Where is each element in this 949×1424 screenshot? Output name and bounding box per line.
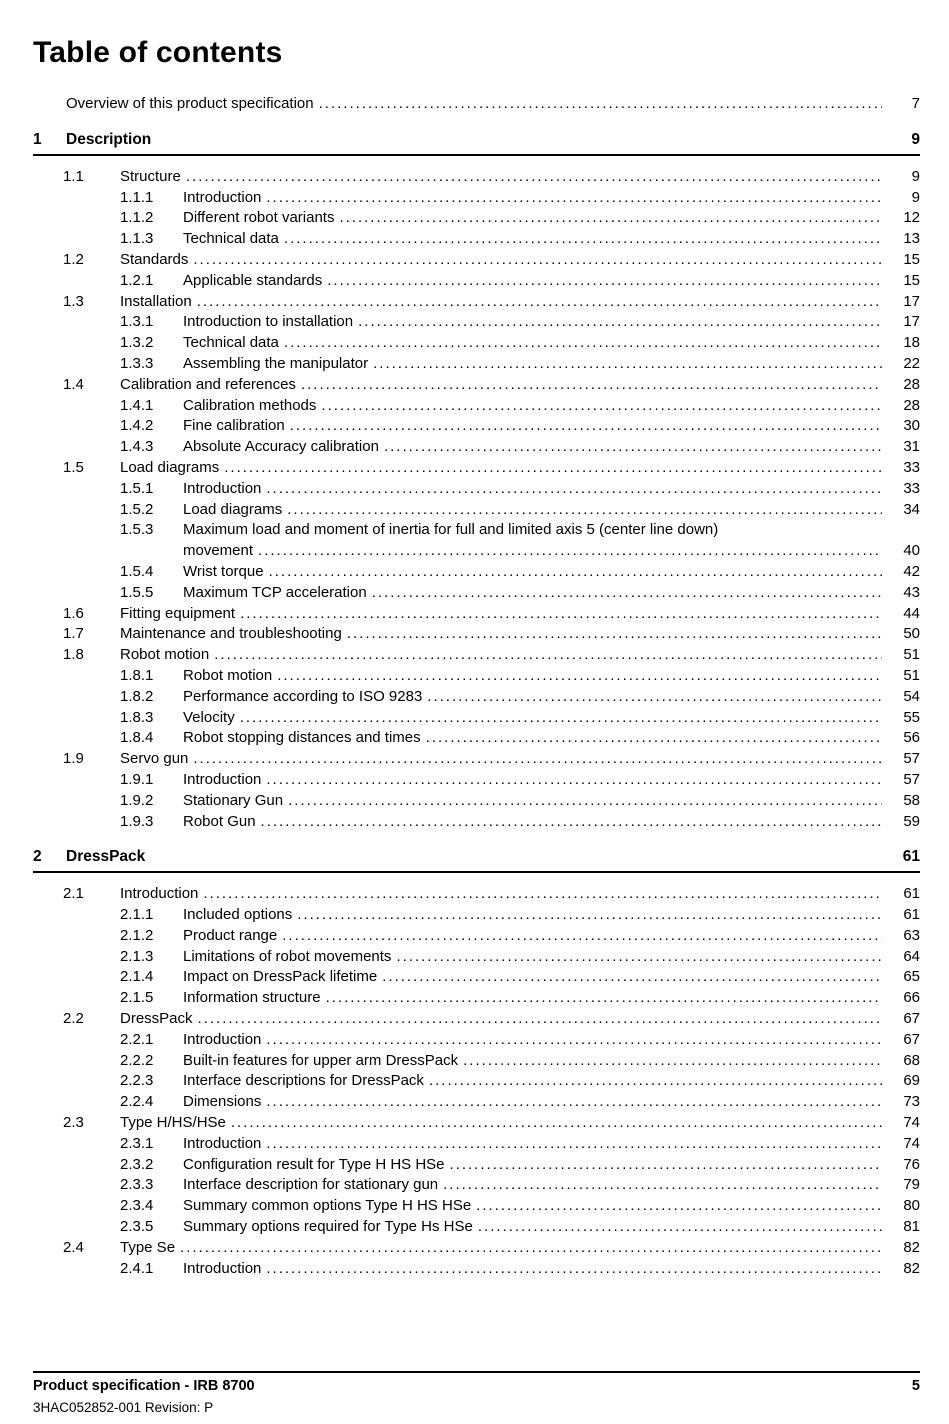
toc-entry-number: 2.3.1 bbox=[120, 1134, 154, 1152]
toc-entry-number: 1.5.4 bbox=[120, 562, 154, 580]
toc-entry[interactable] bbox=[33, 271, 920, 292]
toc-entry-label: Wrist torque bbox=[183, 562, 264, 580]
toc-entry[interactable] bbox=[33, 312, 920, 333]
toc-entry-number: 1.9.1 bbox=[120, 770, 154, 788]
toc-entry[interactable] bbox=[33, 1051, 920, 1072]
dot-leader bbox=[290, 416, 882, 437]
dot-leader bbox=[266, 1134, 882, 1155]
toc-entry[interactable] bbox=[33, 905, 920, 926]
dot-leader bbox=[301, 375, 882, 396]
toc-entry[interactable] bbox=[33, 947, 920, 968]
toc-entry[interactable] bbox=[33, 416, 920, 437]
dot-leader bbox=[198, 1009, 882, 1030]
toc-entry-number: 1.5.5 bbox=[120, 583, 154, 601]
toc-entry-number: 1.5.2 bbox=[120, 500, 154, 518]
dot-leader bbox=[266, 770, 882, 791]
toc-entry-page: 68 bbox=[903, 1051, 920, 1069]
chapter-section bbox=[33, 847, 920, 1279]
dot-leader bbox=[266, 1030, 882, 1051]
toc-entry-page: 12 bbox=[903, 209, 920, 227]
toc-entry-label: Servo gun bbox=[120, 750, 189, 768]
toc-entry[interactable] bbox=[33, 1030, 920, 1051]
toc-entry-page: 17 bbox=[903, 292, 920, 310]
toc-entry-page: 66 bbox=[903, 989, 920, 1007]
toc-entry-label: Assembling the manipulator bbox=[183, 354, 369, 372]
dot-leader bbox=[269, 562, 882, 583]
toc-entry-page: 55 bbox=[903, 708, 920, 726]
dot-leader bbox=[443, 1175, 882, 1196]
toc-entry-label: Type H/HS/HSe bbox=[120, 1114, 226, 1132]
toc-entry-page: 57 bbox=[903, 770, 920, 788]
toc-entry-label: Configuration result for Type H HS HSe bbox=[183, 1155, 445, 1173]
toc-entry-label: Robot Gun bbox=[183, 812, 256, 830]
toc-entry-page: 63 bbox=[903, 926, 920, 944]
toc-entry[interactable] bbox=[33, 666, 920, 687]
chapter-section bbox=[33, 130, 920, 833]
chapter-number: 1 bbox=[33, 130, 42, 148]
toc-entry-page: 64 bbox=[903, 947, 920, 965]
toc-entry-page: 28 bbox=[903, 375, 920, 393]
toc-entry-label: Summary common options Type H HS HSe bbox=[183, 1197, 472, 1215]
toc-entry-number: 1.7 bbox=[63, 625, 84, 643]
toc-entry-label: Summary options required for Type Hs HSe bbox=[183, 1218, 473, 1236]
dot-leader bbox=[282, 926, 882, 947]
dot-leader bbox=[284, 333, 882, 354]
toc-entry-label: DressPack bbox=[120, 1010, 193, 1028]
toc-entry-number: 1.2.1 bbox=[120, 271, 154, 289]
toc-entry-number: 1.3.2 bbox=[120, 334, 154, 352]
toc-entry-number: 2.4 bbox=[63, 1238, 84, 1256]
toc-entry-page: 15 bbox=[903, 250, 920, 268]
toc-entry-label: Calibration and references bbox=[120, 375, 296, 393]
toc-entry-number: 1.1.1 bbox=[120, 188, 154, 206]
toc-entry-number: 2.2.1 bbox=[120, 1030, 154, 1048]
dot-leader bbox=[327, 271, 882, 292]
toc-entry-label: movement bbox=[183, 542, 254, 560]
toc-entry[interactable] bbox=[33, 926, 920, 947]
toc-entry-number: 1.4.3 bbox=[120, 438, 154, 456]
toc-entry[interactable] bbox=[33, 708, 920, 729]
toc-entry[interactable] bbox=[33, 1217, 920, 1238]
toc-entry-page: 65 bbox=[903, 968, 920, 986]
dot-leader bbox=[373, 354, 882, 375]
dot-leader bbox=[450, 1155, 882, 1176]
toc-entry-page: 82 bbox=[903, 1238, 920, 1256]
toc-entry[interactable] bbox=[33, 479, 920, 500]
toc-entry-page: 76 bbox=[903, 1155, 920, 1173]
toc-entry[interactable] bbox=[33, 1259, 920, 1280]
footer-page-number: 5 bbox=[911, 1378, 920, 1394]
toc-entry-number: 2.3.3 bbox=[120, 1176, 154, 1194]
toc-entry-page: 73 bbox=[903, 1093, 920, 1111]
dot-leader bbox=[319, 94, 882, 115]
toc-entry-label: Fine calibration bbox=[183, 417, 285, 435]
toc-entry-number: 1.9 bbox=[63, 750, 84, 768]
dot-leader bbox=[266, 1092, 882, 1113]
toc-entry-number: 2.4.1 bbox=[120, 1259, 154, 1277]
toc-entry-page: 67 bbox=[903, 1030, 920, 1048]
toc-entry[interactable] bbox=[33, 1092, 920, 1113]
toc-entry-label: Performance according to ISO 9283 bbox=[183, 687, 423, 705]
toc-entry-page: 9 bbox=[911, 167, 920, 185]
dot-leader bbox=[203, 884, 882, 905]
dot-leader bbox=[288, 791, 882, 812]
dot-leader bbox=[240, 604, 882, 625]
toc-entry[interactable] bbox=[33, 1134, 920, 1155]
toc-entry-number: 2.3 bbox=[63, 1114, 84, 1132]
toc-entry-page: 44 bbox=[903, 604, 920, 622]
toc-entry-label: Calibration methods bbox=[183, 396, 317, 414]
toc-entry-label: Load diagrams bbox=[183, 500, 283, 518]
toc-entry-label: Included options bbox=[183, 906, 293, 924]
page-footer bbox=[33, 1371, 920, 1416]
toc-entry-page: 74 bbox=[903, 1114, 920, 1132]
toc-entry-label: Fitting equipment bbox=[120, 604, 236, 622]
toc-entry-label: Load diagrams bbox=[120, 458, 220, 476]
toc-entry-label: Dimensions bbox=[183, 1093, 262, 1111]
toc-entry[interactable] bbox=[33, 167, 920, 188]
toc-entry-overview[interactable] bbox=[66, 94, 920, 115]
toc-entry-number: 2.1.4 bbox=[120, 968, 154, 986]
chapter-entries bbox=[33, 167, 920, 833]
toc-entry-label: Introduction to installation bbox=[183, 313, 354, 331]
toc-entry-label: Technical data bbox=[183, 334, 279, 352]
toc-entry[interactable] bbox=[33, 1155, 920, 1176]
toc-entry-number: 2.3.2 bbox=[120, 1155, 154, 1173]
toc-entry-number: 1.4.1 bbox=[120, 396, 154, 414]
chapter-number: 2 bbox=[33, 848, 42, 866]
dot-leader bbox=[347, 624, 882, 645]
dot-leader bbox=[287, 500, 882, 521]
toc-entry-number: 1.8 bbox=[63, 646, 84, 664]
toc-entry-label: Robot stopping distances and times bbox=[183, 729, 421, 747]
toc-entry-page: 18 bbox=[903, 334, 920, 352]
toc-entry[interactable] bbox=[33, 1175, 920, 1196]
dot-leader bbox=[426, 728, 882, 749]
toc-entry[interactable] bbox=[33, 812, 920, 833]
toc-entry-number: 1.8.2 bbox=[120, 687, 154, 705]
toc-entry-page: 79 bbox=[903, 1176, 920, 1194]
footer-title-row bbox=[33, 1377, 920, 1395]
toc-entry-number: 1.1 bbox=[63, 167, 84, 185]
toc-entry-number: 2.1 bbox=[63, 885, 84, 903]
toc-entry[interactable] bbox=[33, 500, 920, 521]
dot-leader bbox=[463, 1051, 882, 1072]
dot-leader bbox=[321, 396, 882, 417]
toc-entry-page: 30 bbox=[903, 417, 920, 435]
dot-leader bbox=[193, 749, 882, 770]
toc-entry-page: 28 bbox=[903, 396, 920, 414]
toc-entry-page: 67 bbox=[903, 1010, 920, 1028]
toc-entry[interactable] bbox=[33, 458, 920, 479]
toc-entry-number: 2.2.3 bbox=[120, 1072, 154, 1090]
toc-entry[interactable] bbox=[33, 375, 920, 396]
dot-leader bbox=[277, 666, 882, 687]
dot-leader bbox=[266, 188, 882, 209]
toc-page bbox=[0, 36, 949, 1415]
toc-entry-page: 34 bbox=[903, 500, 920, 518]
toc-entry-page: 31 bbox=[903, 438, 920, 456]
toc-entry-page: 17 bbox=[903, 313, 920, 331]
toc-entry-page: 59 bbox=[903, 812, 920, 830]
dot-leader bbox=[284, 229, 882, 250]
toc-entry[interactable] bbox=[33, 250, 920, 271]
dot-leader bbox=[224, 458, 882, 479]
toc-entry-number: 2.1.5 bbox=[120, 989, 154, 1007]
toc-entry-label: Different robot variants bbox=[183, 209, 335, 227]
toc-entry[interactable] bbox=[33, 208, 920, 229]
toc-entry[interactable] bbox=[33, 354, 920, 375]
dot-leader bbox=[396, 947, 882, 968]
toc-entry-page: 57 bbox=[903, 750, 920, 768]
toc-entry-label: Built-in features for upper arm DressPack bbox=[183, 1051, 459, 1069]
toc-entry-label: Product range bbox=[183, 926, 278, 944]
dot-leader bbox=[429, 1071, 882, 1092]
chapter-title: DressPack bbox=[66, 848, 146, 866]
chapter-heading[interactable] bbox=[33, 847, 920, 873]
dot-leader bbox=[478, 1217, 882, 1238]
toc-entry[interactable] bbox=[33, 770, 920, 791]
dot-leader bbox=[297, 905, 882, 926]
toc-entry-label: Robot motion bbox=[120, 646, 210, 664]
toc-entry-number: 1.4.2 bbox=[120, 417, 154, 435]
toc-entry-page: 51 bbox=[903, 666, 920, 684]
toc-entry-label: Introduction bbox=[183, 1259, 262, 1277]
toc-entry-number: 1.3 bbox=[63, 292, 84, 310]
toc-entry-page: 74 bbox=[903, 1134, 920, 1152]
dot-leader bbox=[231, 1113, 882, 1134]
toc-entry-number: 2.2.4 bbox=[120, 1093, 154, 1111]
dot-leader bbox=[382, 967, 882, 988]
toc-entry-number: 1.8.4 bbox=[120, 729, 154, 747]
toc-entry-label: Maximum load and moment of inertia for full and limited axis 5 (center line down) bbox=[183, 521, 719, 539]
toc-entry-label: Information structure bbox=[183, 989, 321, 1007]
toc-entry[interactable] bbox=[33, 687, 920, 708]
toc-entry[interactable] bbox=[33, 624, 920, 645]
chapter-entries bbox=[33, 884, 920, 1279]
dot-leader bbox=[358, 312, 882, 333]
toc-entry-page: 61 bbox=[903, 885, 920, 903]
footer-doc-id: 3HAC052852-001 Revision: P bbox=[33, 1400, 214, 1415]
toc-entry[interactable] bbox=[33, 728, 920, 749]
toc-entry-label: Standards bbox=[120, 250, 189, 268]
toc-entry[interactable] bbox=[33, 188, 920, 209]
toc-entry-label: Velocity bbox=[183, 708, 235, 726]
toc-entry-number: 1.8.3 bbox=[120, 708, 154, 726]
toc-entry-label: Introduction bbox=[120, 885, 199, 903]
toc-entry-number: 1.1.3 bbox=[120, 230, 154, 248]
toc-entry-page: 50 bbox=[903, 625, 920, 643]
dot-leader bbox=[384, 437, 882, 458]
toc-entry[interactable] bbox=[33, 988, 920, 1009]
chapter-page: 9 bbox=[911, 130, 920, 148]
toc-entry-page: 81 bbox=[903, 1218, 920, 1236]
toc-entry-label: Limitations of robot movements bbox=[183, 947, 392, 965]
dot-leader bbox=[258, 541, 882, 562]
toc-entry-label: Technical data bbox=[183, 230, 279, 248]
toc-entry-number: 2.2 bbox=[63, 1010, 84, 1028]
toc-entry-number: 1.2 bbox=[63, 250, 84, 268]
toc-entry-label: Introduction bbox=[183, 1030, 262, 1048]
toc-entry-label: Interface description for stationary gun bbox=[183, 1176, 439, 1194]
toc-entry[interactable] bbox=[33, 1113, 920, 1134]
dot-leader bbox=[266, 1259, 882, 1280]
toc-entry-page: 51 bbox=[903, 646, 920, 664]
toc-entry[interactable] bbox=[33, 437, 920, 458]
toc-entry-page: 22 bbox=[903, 354, 920, 372]
toc-entry-label: Type Se bbox=[120, 1238, 176, 1256]
toc-entry-page: 43 bbox=[903, 583, 920, 601]
toc-entry-label: Absolute Accuracy calibration bbox=[183, 438, 379, 456]
toc-entry[interactable] bbox=[33, 1196, 920, 1217]
toc-entry-page: 7 bbox=[911, 95, 920, 112]
toc-entry-number: 1.3.3 bbox=[120, 354, 154, 372]
dot-leader bbox=[339, 208, 882, 229]
dot-leader bbox=[476, 1196, 882, 1217]
dot-leader bbox=[180, 1238, 882, 1259]
toc-entry-number: 1.9.3 bbox=[120, 812, 154, 830]
toc-entry-label: Maintenance and troubleshooting bbox=[120, 625, 342, 643]
dot-leader bbox=[186, 167, 882, 188]
toc-entry[interactable] bbox=[33, 645, 920, 666]
toc-entry-number: 2.1.3 bbox=[120, 947, 154, 965]
toc-entry-label: Applicable standards bbox=[183, 271, 323, 289]
toc-entry-number: 1.5.1 bbox=[120, 479, 154, 497]
toc-entry[interactable] bbox=[33, 229, 920, 250]
toc-entry[interactable] bbox=[33, 1238, 920, 1259]
toc-entry-number: 1.5.3 bbox=[120, 521, 154, 539]
toc-entry[interactable] bbox=[33, 967, 920, 988]
dot-leader bbox=[372, 583, 882, 604]
toc-entry-label: Robot motion bbox=[183, 666, 273, 684]
toc-entry[interactable] bbox=[33, 562, 920, 583]
chapter-page: 61 bbox=[902, 848, 920, 866]
chapter-title: Description bbox=[66, 130, 152, 148]
toc-entry-page: 56 bbox=[903, 729, 920, 747]
toc-entry-label: Impact on DressPack lifetime bbox=[183, 968, 378, 986]
toc-entry-label: Introduction bbox=[183, 770, 262, 788]
toc-entry-number: 1.3.1 bbox=[120, 313, 154, 331]
toc-entry-number: 2.1.1 bbox=[120, 906, 154, 924]
toc-entry[interactable] bbox=[33, 396, 920, 417]
toc-entry-page: 58 bbox=[903, 791, 920, 809]
toc-entry-label: Introduction bbox=[183, 1134, 262, 1152]
dot-leader bbox=[326, 988, 882, 1009]
toc-entry-page: 42 bbox=[903, 562, 920, 580]
toc-entry-number: 1.9.2 bbox=[120, 791, 154, 809]
toc-entry-label: Introduction bbox=[183, 188, 262, 206]
toc-entry-page: 40 bbox=[903, 542, 920, 560]
toc-entry-number: 2.2.2 bbox=[120, 1051, 154, 1069]
toc-entry[interactable] bbox=[33, 749, 920, 770]
toc-entry-page: 80 bbox=[903, 1197, 920, 1215]
toc-entry[interactable] bbox=[33, 1009, 920, 1030]
toc-entry-page: 9 bbox=[911, 188, 920, 206]
toc-entry-number: 1.5 bbox=[63, 458, 84, 476]
toc-entry[interactable] bbox=[33, 520, 920, 541]
toc-entry-page: 82 bbox=[903, 1259, 920, 1277]
toc-entry[interactable] bbox=[33, 292, 920, 313]
toc-entry[interactable] bbox=[33, 541, 920, 562]
toc-entry-number: 1.8.1 bbox=[120, 666, 154, 684]
toc-entry-label: Structure bbox=[120, 167, 181, 185]
dot-leader bbox=[261, 812, 882, 833]
toc-entry[interactable] bbox=[33, 884, 920, 905]
toc-entry-page: 33 bbox=[903, 479, 920, 497]
page-title: Table of contents bbox=[33, 36, 283, 69]
toc-entry-label: Interface descriptions for DressPack bbox=[183, 1072, 424, 1090]
dot-leader bbox=[197, 292, 882, 313]
toc-entry-number: 1.4 bbox=[63, 375, 84, 393]
dot-leader bbox=[427, 687, 882, 708]
toc-entry-page: 13 bbox=[903, 230, 920, 248]
footer-doc-title: Product specification - IRB 8700 bbox=[33, 1378, 255, 1394]
chapters-container bbox=[33, 130, 920, 1280]
toc-entry-label: Maximum TCP acceleration bbox=[183, 583, 367, 601]
dot-leader bbox=[214, 645, 882, 666]
toc-entry-label: Overview of this product specification bbox=[66, 95, 314, 112]
toc-entry-number: 1.6 bbox=[63, 604, 84, 622]
chapter-heading[interactable] bbox=[33, 130, 920, 156]
toc-entry-label: Stationary Gun bbox=[183, 791, 284, 809]
dot-leader bbox=[266, 479, 882, 500]
toc-entry-number: 1.1.2 bbox=[120, 209, 154, 227]
dot-leader bbox=[240, 708, 882, 729]
toc-entry[interactable] bbox=[33, 1071, 920, 1092]
toc-entry[interactable] bbox=[33, 333, 920, 354]
toc-entry-page: 15 bbox=[903, 271, 920, 289]
dot-leader bbox=[193, 250, 882, 271]
toc-entry-page: 54 bbox=[903, 687, 920, 705]
toc-entry-page: 61 bbox=[903, 906, 920, 924]
toc-entry[interactable] bbox=[33, 791, 920, 812]
toc-entry-page: 33 bbox=[903, 458, 920, 476]
toc-entry-label: Introduction bbox=[183, 479, 262, 497]
toc-entry-number: 2.3.4 bbox=[120, 1197, 154, 1215]
toc-entry-number: 2.3.5 bbox=[120, 1218, 154, 1236]
toc-entry[interactable] bbox=[33, 604, 920, 625]
toc-entry-label: Installation bbox=[120, 292, 192, 310]
toc-entry[interactable] bbox=[33, 583, 920, 604]
toc-entry-page: 69 bbox=[903, 1072, 920, 1090]
toc-entry-number: 2.1.2 bbox=[120, 926, 154, 944]
